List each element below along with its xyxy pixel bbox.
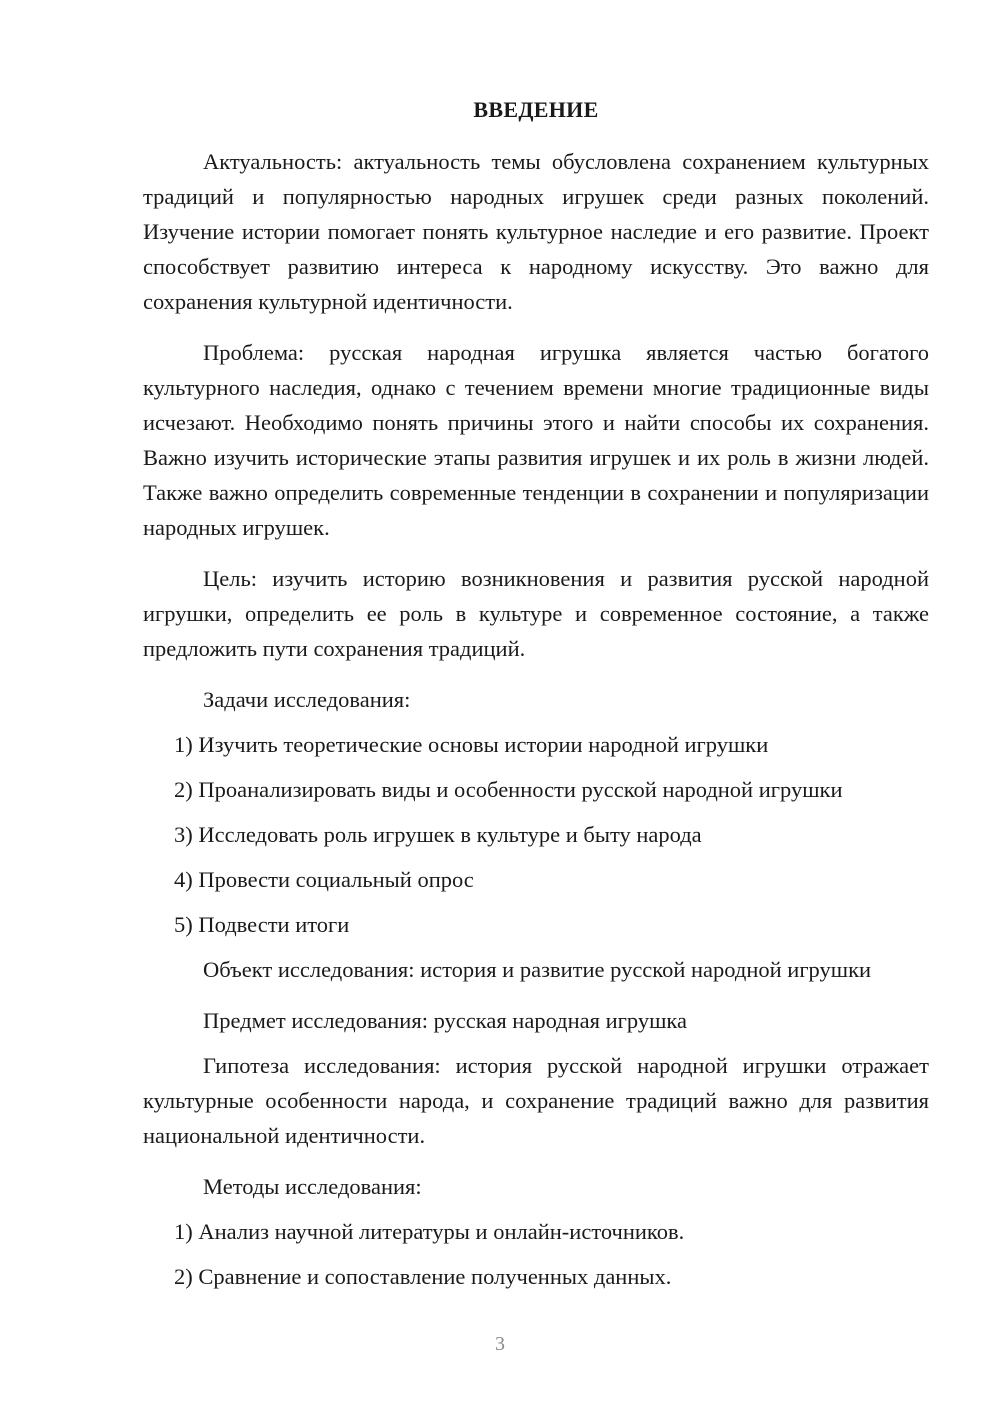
problem-paragraph: Проблема: русская народная игрушка является частью богатого культурного наследия, однако с течением времени многие традиционные виды исчезают. Необходимо понять причины этого и найти способы их сохранения. Важно изучить исторические этапы развития игрушек и их роль в жизни людей. Также важно определить современные тенденции в сохранении и популяризации народных игрушек. [143,340,929,540]
object-paragraph: Объект исследования: история и развитие русской народной игрушки [203,957,872,982]
methods-label: Методы исследования: [203,1174,422,1199]
list-item: 4) Провести социальный опрос [174,867,474,892]
subject-paragraph: Предмет исследования: русская народная игрушка [203,1008,688,1033]
list-item: 1) Изучить теоретические основы истории народной игрушки [174,732,769,757]
list-item: 1) Анализ научной литературы и онлайн-источников. [174,1219,685,1244]
page-number: 3 [495,1333,505,1355]
list-item: 3) Исследовать роль игрушек в культуре и быту народа [174,822,702,847]
list-item: 2) Сравнение и сопоставление полученных данных. [174,1264,672,1289]
heading: ВВЕДЕНИЕ [473,97,599,122]
methods-list [143,1214,929,1294]
list-item: 2) Проанализировать виды и особенности русской народной игрушки [174,777,843,802]
document-page [143,92,929,1304]
tasks-label: Задачи исследования: [203,687,411,712]
relevance-paragraph: Актуальность: актуальность темы обусловлена сохранением культурных традиций и популярностью народных игрушек среди разных поколений. Изучение истории помогает понять культурное наследие и его развитие. Проект способствует развитию интереса к народному искусству. Это важно для сохранения культурной идентичности. [143,149,929,314]
tasks-list [143,727,929,942]
list-item: 5) Подвести итоги [174,912,350,937]
goal-paragraph: Цель: изучить историю возникновения и развития русской народной игрушки, определить ее роль в культуре и современное состояние, а также предложить пути сохранения традиций. [143,566,929,661]
hypothesis-paragraph: Гипотеза исследования: история русской народной игрушки отражает культурные особенности народа, и сохранение традиций важно для развития национальной идентичности. [143,1053,929,1148]
